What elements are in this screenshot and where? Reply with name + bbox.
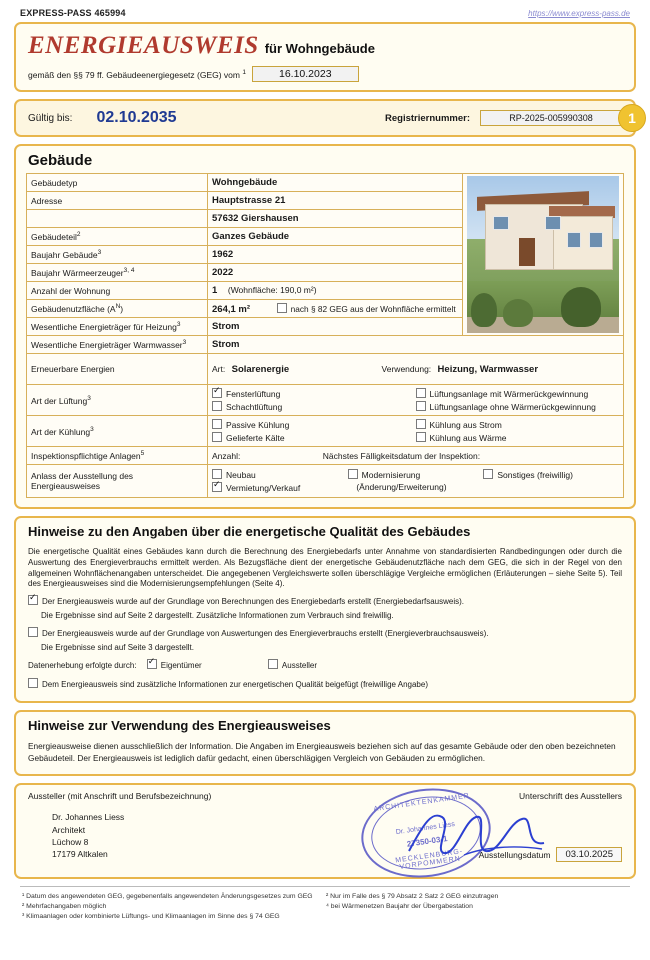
renewable-use-label: Verwendung: [381,363,432,374]
validity-panel [14,99,636,137]
checkbox-icon[interactable] [348,469,358,479]
photo-window [545,216,561,230]
data-collection-row [28,659,622,672]
ventilation-option-mit-wrg[interactable]: Lüftungsanlage mit Wärmerückgewinnung [416,387,620,400]
cooling-option-waerme[interactable]: Kühlung aus Wärme [416,431,620,444]
footnote-item: ³ Klimaanlagen oder kombinierte Lüftungs- und Klimaanlagen im Sinne des § 74 GEG [22,912,280,920]
footnote-item: ² Mehrfachangaben möglich [22,903,107,911]
row-label-empty [27,210,208,228]
checkbox-icon[interactable] [268,659,278,669]
table-row [27,336,624,354]
row-value: Wohngebäude [208,174,463,192]
row-label: Baujahr Wärmeerzeuger$^{3, 4}$ [27,264,208,282]
footnote-divider [20,886,630,887]
reason-modernisierung-sub: (Änderung/Erweiterung) [356,482,447,492]
building-table [26,173,624,498]
issuer-profession: Architekt [52,824,86,835]
registration-number-value: RP-2025-005990308 [480,110,622,126]
source-url[interactable]: https://www.express-pass.de [528,8,630,18]
notes-option-bedarf[interactable]: ✓Der Energieausweis wurde auf der Grundlage von Berechnungen des Energiebedarfs erstellt (Energiebedarfsausweis). [28,595,622,608]
row-value: 1 (Wohnfläche: 190,0 m²) [208,282,463,300]
ventilation-option-ohne-wrg[interactable]: Lüftungsanlage ohne Wärmerückgewinnung [416,400,620,413]
reason-option-vermietung[interactable]: ✓Vermietung/Verkauf [212,481,343,494]
checkbox-icon[interactable] [212,388,222,398]
checkbox-icon[interactable] [28,595,38,605]
registration-number-label: Registriernummer: [385,112,470,124]
checkbox-icon[interactable] [212,401,222,411]
checkbox-icon[interactable] [416,419,426,429]
issuer-body [16,785,634,870]
footnotes-left [22,892,326,922]
usage-heading: Hinweise zur Verwendung des Energieausweises [28,717,331,733]
row-value-2: 57632 Giershausen [208,210,463,228]
notes-paragraph: Die energetische Qualität eines Gebäudes kann durch die Berechnung des Energiebedarfs unter Annahme von standardisierten Randbedingungen oder durch die Auswertung des Energieverbrauchs ermittelt werden. Als Bezugsfläche dient der energetische Gebäudenutzfläche nach dem GEG, die sich in der Regel von den allgemeinen Wohnflächenangaben unterscheidet. Die angegebenen Vergleichswerte sollen überschlägige Vergleiche ermöglichen (Erläuterungen – siehe Seite 5). Teil des Energieausweises sind die Modernisierungsempfehlungen (Seite 4). [28,547,622,589]
photo-window [567,232,581,248]
checkbox-icon[interactable] [416,401,426,411]
footnotes [14,890,636,922]
stamp-number: 27350-03-1 [406,834,449,849]
issue-date-row [479,847,622,862]
cooling-option-passive[interactable]: Passive Kühlung [212,418,416,431]
row-value: 1962 [208,246,463,264]
notes-option-verbrauch[interactable]: Der Energieausweis wurde auf der Grundlage von Auswertungen des Energieverbrauchs erstellt (Energieverbrauchsausweis). [28,627,622,640]
reason-label: Anlass der Ausstellung des Energieausweises [27,465,208,498]
title-panel [14,22,636,92]
cooling-option-strom[interactable]: Kühlung aus Strom [416,418,620,431]
reason-option-modernisierung[interactable]: Modernisierung [348,468,484,481]
usage-text: Energieausweise dienen ausschließlich der Information. Die Angaben im Energieausweis beziehen sich auf das gesamte Gebäude oder den oben bezeichneten Gebäudeteil. Der Energieausweis ist lediglich dafür gedacht, einen überschlägigen Vergleich von Gebäuden zu ermöglichen. [28,740,616,763]
checkbox-icon[interactable] [212,419,222,429]
ventilation-label: Art der Lüftung$^3$ [27,385,208,416]
valid-until-value: 02.10.2035 [96,109,177,126]
checkbox-icon[interactable] [416,432,426,442]
row-label: Adresse [27,192,208,210]
issuer-name: Dr. Johannes Liess [52,812,125,823]
document-subtitle: für Wohngebäude [264,41,375,56]
issuer-street: Lüchow 8 [52,836,89,847]
issuer-panel [14,783,636,879]
stamp-bottom-text: MECKLENBURG-VORPOMMERN [394,848,464,872]
row-value: 2022 [208,264,463,282]
ventilation-option-fenster[interactable]: ✓ Fensterlüftung [212,387,416,400]
notes-option-bedarf-sub: Die Ergebnisse sind auf Seite 2 dargestellt. Zusätzliche Informationen zum Verbrauch sind freiwillig. [41,610,394,620]
inspection-next-label: Nächstes Fälligkeitsdatum der Inspektion: [322,450,481,461]
row-value: 264,1 m² nach § 82 GEG aus der Wohnfläche ermittelt [208,300,463,318]
issuer-label: Aussteller (mit Anschrift und Berufsbezeichnung) [28,791,212,802]
footnotes-right [326,892,630,922]
checkbox-icon[interactable] [416,388,426,398]
building-heading: Gebäude [28,152,93,169]
ventilation-option-schacht[interactable]: Schachtlüftung [212,400,416,413]
cooling-row-1 [212,418,619,431]
signature-label: Unterschrift des Ausstellers [519,791,622,802]
photo-bush [561,287,601,327]
issuer-city: 17179 Altkalen [52,849,108,860]
reason-row-1 [212,468,619,481]
row-label: Gebäudenutzfläche $(A^N)$ [27,300,208,318]
reason-option-neubau[interactable]: Neubau [212,468,348,481]
building-photo [463,174,624,336]
cooling-option-gelieferte[interactable]: Gelieferte Kälte [212,431,416,444]
usage-panel [14,710,636,776]
reason-option-sonstiges[interactable]: Sonstiges (freiwillig) [483,468,619,481]
checkbox-icon[interactable] [212,469,222,479]
legal-basis-text: gemäß den §§ 79 ff. Gebäudeenergiegesetz (GEG) vom $^1$ [28,68,246,80]
issuer-headers [28,791,622,801]
legal-basis-row [28,66,622,82]
row-label: Gebäudeteil$^2$ [27,228,208,246]
checkbox-icon[interactable] [147,659,157,669]
topbar [14,0,636,22]
footnote-item: ⁴ bei Wärmenetzen Baujahr der Übergabestation [326,903,473,911]
stamp-top-text: ARCHITEKTENKAMMER [373,792,471,814]
issue-date-value: 03.10.2025 [556,847,622,862]
checkbox-icon[interactable] [28,678,38,688]
valid-until-label: Gültig bis: [28,112,73,124]
building-body [16,173,634,507]
checkbox-icon[interactable] [483,469,493,479]
renewable-label: Erneuerbare Energien [27,354,208,385]
stamp-name: Dr. Johannes Liess [395,821,456,837]
reason-spacer [488,481,619,494]
page-badge: 1 [618,104,646,132]
notes-body [16,543,634,701]
row-value: Ganzes Gebäude [208,228,463,246]
row-label: Gebäudetyp [27,174,208,192]
notes-extra-option[interactable]: Dem Energieausweis sind zusätzliche Informationen zur energetischen Qualität beigefügt (freiwillige Angabe) [28,678,622,691]
notes-panel [14,516,636,703]
checkbox-icon[interactable] [277,303,287,313]
renewable-use-value: Heizung, Warmwasser [437,363,539,375]
ventilation-row-2 [212,400,619,413]
checkbox-icon[interactable] [212,482,222,492]
row-label: Wesentliche Energieträger Warmwasser$^3$ [27,336,208,354]
document-title: ENERGIEAUSWEIS [28,32,259,59]
row-label: Anzahl der Wohnung [27,282,208,300]
notes-option-verbrauch-sub: Die Ergebnisse sind auf Seite 3 dargestellt. [41,642,194,652]
footnote-item: ² Nur im Falle des § 79 Absatz 2 Satz 2 GEG einzutragen [326,893,499,901]
notes-heading: Hinweise zu den Angaben über die energetische Qualität des Gebäudes [28,524,471,539]
photo-window [493,216,509,230]
collection-option-eigentuemer[interactable]: ✓ Eigentümer [147,661,202,670]
row-value: Hauptstrasse 21 [208,192,463,210]
photo-bush [471,293,497,327]
row-label: Wesentliche Energieträger für Heizung$^3$ [27,318,208,336]
ventilation-options [208,385,624,416]
inspection-values [208,447,624,465]
photo-window [589,232,603,248]
issue-date-label: Ausstellungsdatum [478,849,551,860]
table-row-reason [27,465,624,498]
checkbox-icon[interactable] [212,432,222,442]
table-row-cooling [27,416,624,447]
table-row-renewable [27,354,624,385]
area-method-checkbox[interactable]: nach § 82 GEG aus der Wohnfläche ermittelt [277,304,456,314]
reason-options [208,465,624,498]
collection-option-aussteller[interactable]: Aussteller [268,661,317,670]
photo-house2 [553,216,613,270]
renewable-art-label: Art: [212,363,226,374]
cooling-options [208,416,624,447]
reason-row-2 [212,481,619,494]
row-label: Baujahr Gebäude$^3$ [27,246,208,264]
table-row-inspection [27,447,624,465]
checkbox-icon[interactable] [28,627,38,637]
data-collection-label: Datenerhebung erfolgte durch: [28,661,137,671]
inspection-count-label: Anzahl: [212,450,241,461]
express-pass-label: EXPRESS-PASS 465994 [20,8,126,18]
geg-date-field: 16.10.2023 [252,66,359,82]
cooling-row-2 [212,431,619,444]
footnote-item: ¹ Datum des angewendeten GEG, gegebenenfalls angewendeten Änderungsgesetzes zum GEG [22,893,313,901]
building-panel [14,144,636,509]
table-row-ventilation [27,385,624,416]
table-row [27,174,624,192]
photo-image [467,176,619,333]
cooling-label: Art der Kühlung$^3$ [27,416,208,447]
photo-door [519,238,535,266]
ventilation-row-1 [212,387,619,400]
row-value: Strom [208,318,463,336]
renewable-values [208,354,624,385]
renewable-art-value: Solarenergie [231,363,290,375]
photo-bush [503,299,533,327]
row-value: Strom [208,336,624,354]
inspection-label: Inspektionspflichtige Anlagen$^5$ [27,447,208,465]
